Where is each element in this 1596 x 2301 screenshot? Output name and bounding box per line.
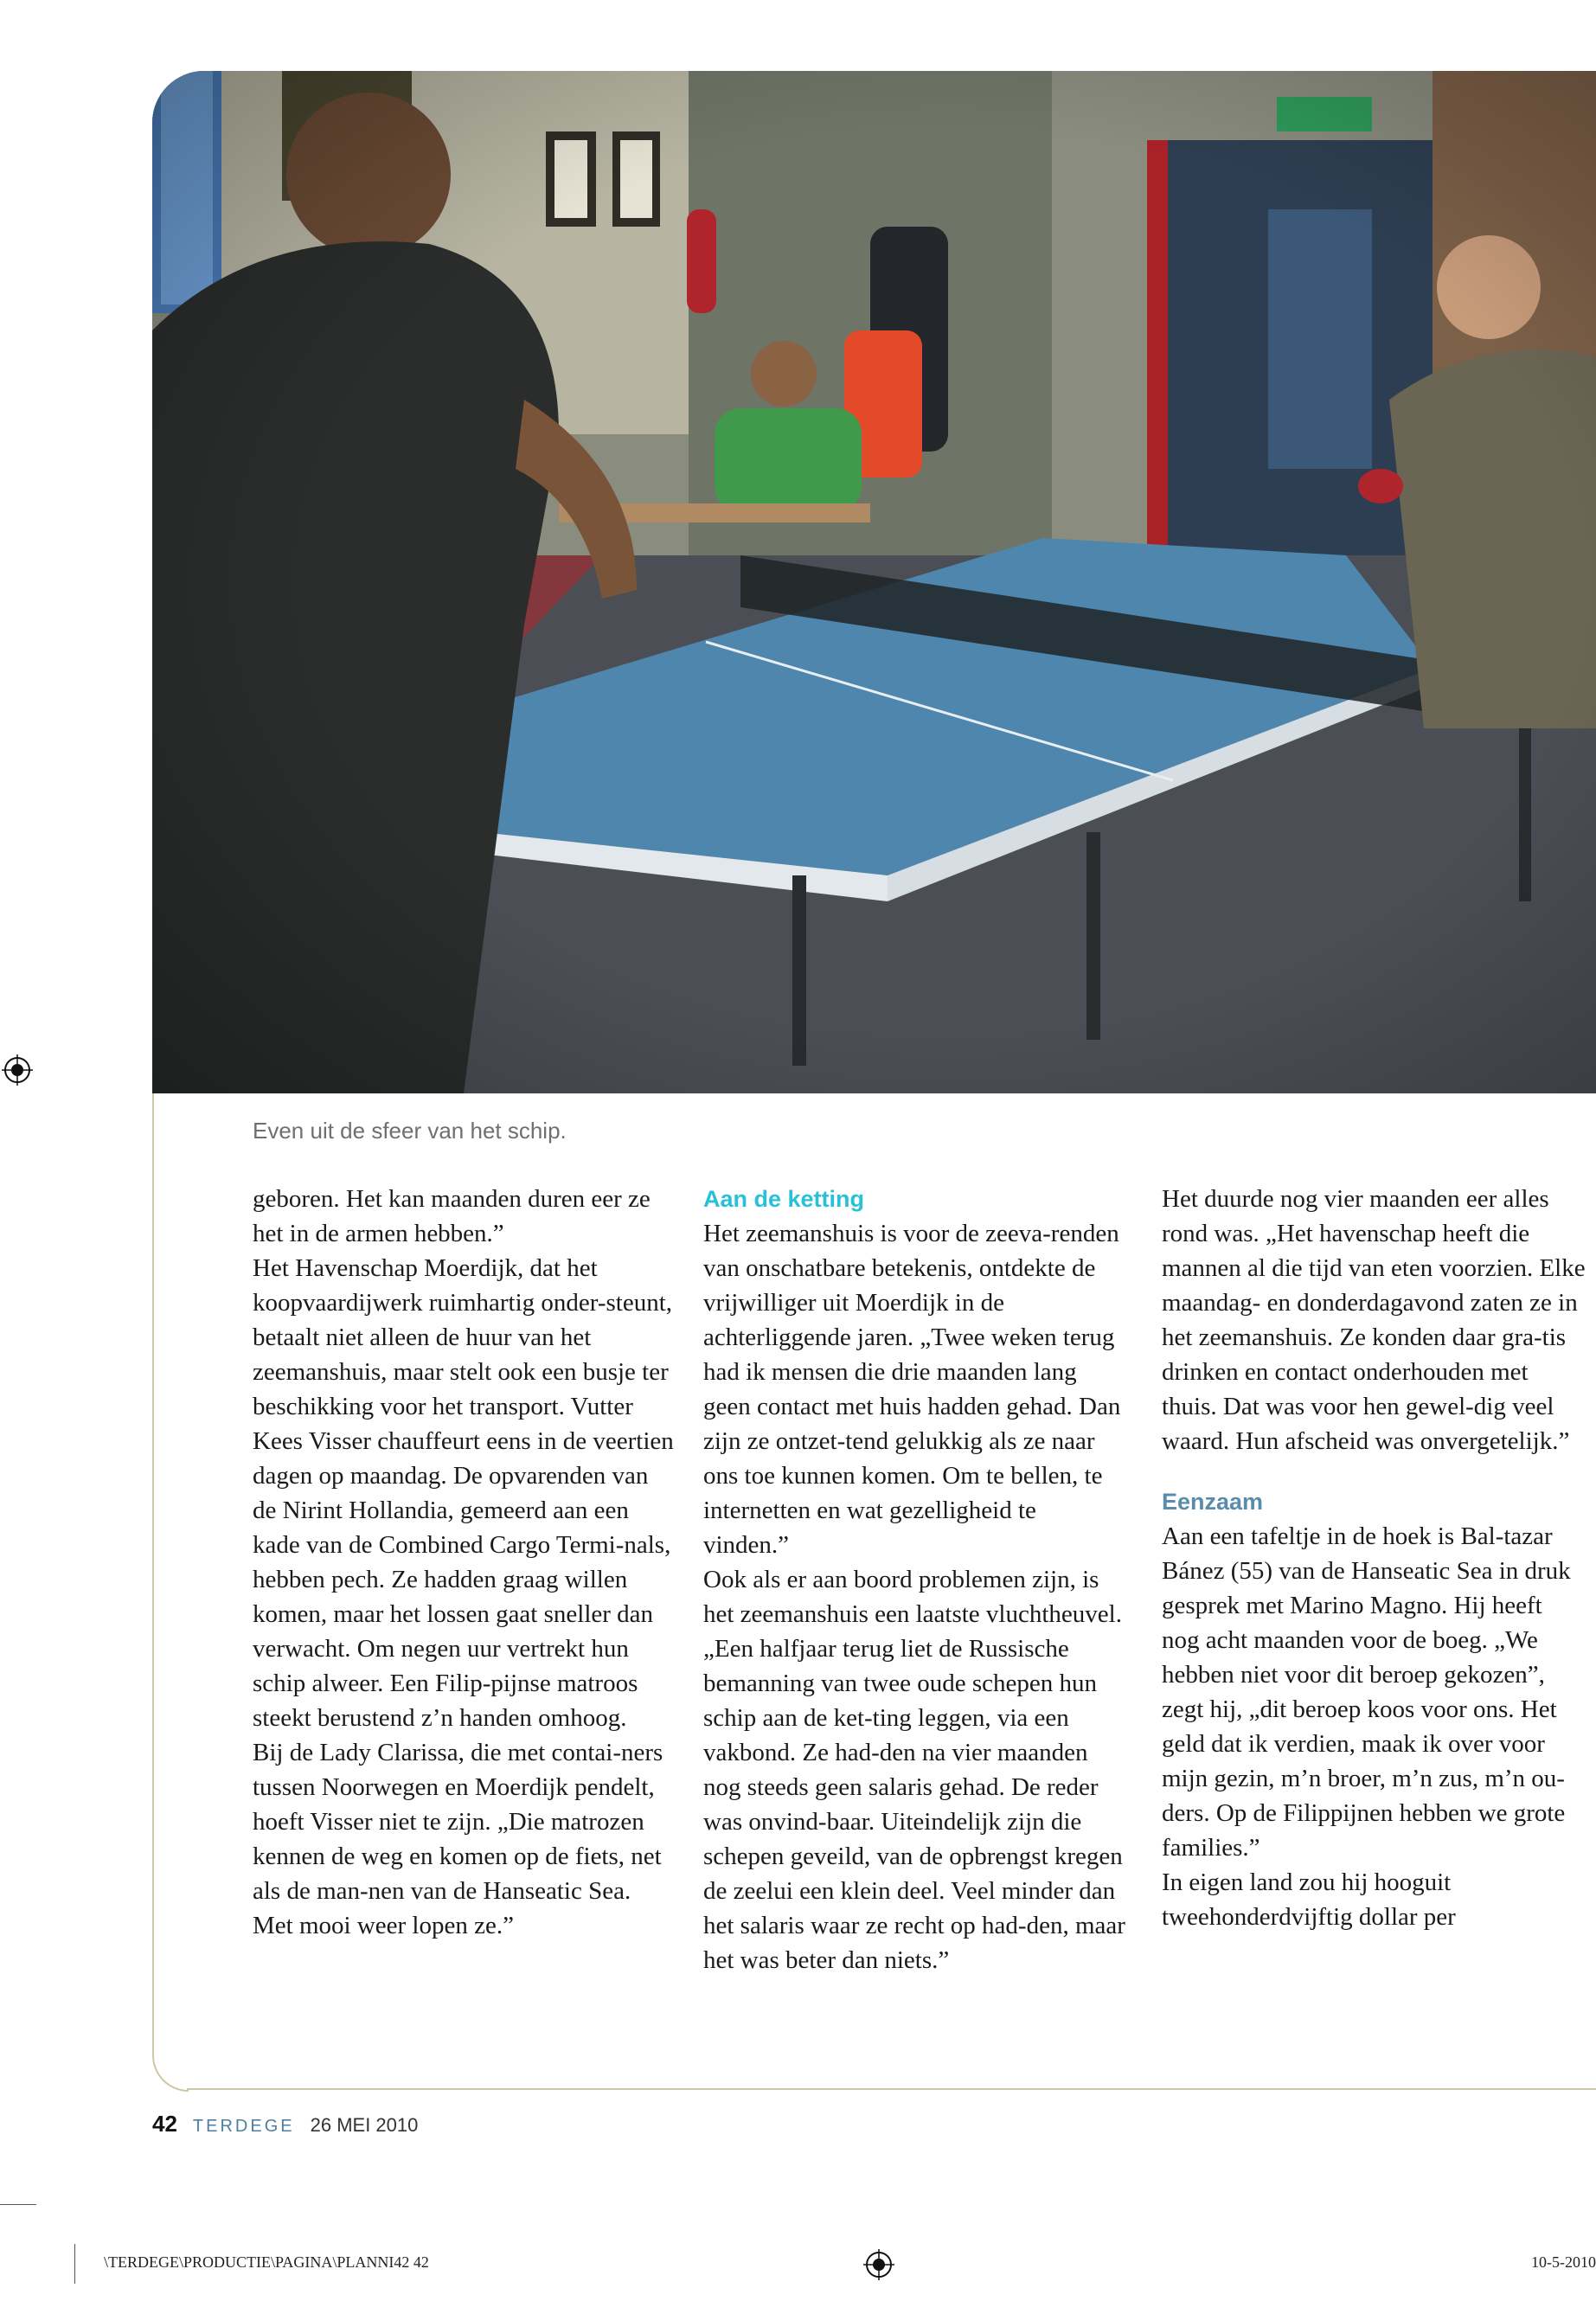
registration-mark-icon: [2, 1054, 33, 1086]
article-column-2: [703, 1182, 1127, 1977]
column3-paragraph-2: In eigen land zou hij hooguit tweehonderdvijftig dollar per: [1162, 1868, 1456, 1931]
frame-bottom-rule: [187, 2088, 1596, 2090]
column1-paragraph-3: Bij de Lady Clarissa, die met contai-ners tussen Noorwegen en Moerdijk pendelt, hoeft Visser niet te zijn. „Die matrozen kennen de weg en komen op de fiets, net als de man-nen van de Hanseatic Sea. Met mooi weer lopen ze.”: [253, 1739, 663, 1939]
column1-paragraph-2: Het Havenschap Moerdijk, dat het koopvaardijwerk ruimhartig onder-steunt, betaalt niet alleen de huur van het zeemanshuis, maar stelt ook een busje ter beschikking voor het transport. Vutter Kees Visser chauffeurt eens in de veertien dagen op maandag. De opvarenden van de Nirint Hollandia, gemeerd aan een kade van de Combined Cargo Termi-nals, hebben pech. Ze hadden graag willen komen, maar het lossen gaat sneller dan verwacht. Om negen uur vertrekt hun schip alweer. Een Filip-pijnse matroos steekt berustend z’n handen omhoog.: [253, 1254, 674, 1732]
subheading-eenzaam: Eenzaam: [1162, 1489, 1264, 1515]
crop-mark-horizontal: [0, 2204, 36, 2205]
column1-paragraph-1: geboren. Het kan maanden duren eer ze het in de armen hebben.”: [253, 1185, 651, 1247]
page-folio: [152, 2111, 418, 2138]
frame-corner-line: [152, 1093, 189, 2092]
ping-pong-scene-image: [152, 71, 1596, 1093]
section-gap: [1162, 1458, 1586, 1484]
registration-mark-icon: [863, 2249, 894, 2280]
column2-paragraph-2: Ook als er aan boord problemen zijn, is het zeemanshuis een laatste vluchtheuvel. „Een halfjaar terug liet de Russische bemanning van twee oude schepen hun schip aan de ket-ting leggen, via een vakbond. Ze had-den na vier maanden nog steeds geen salaris gehad. De reder was onvind-baar. Uiteindelijk zijn die schepen geveild, van de opbrengst kregen de zeelui een klein deel. Veel minder dan het salaris waar ze recht op had-den, maar het was beter dan niets.”: [703, 1566, 1125, 1974]
page-number: 42: [152, 2111, 177, 2137]
column3-paragraph-1: Aan een tafeltje in de hoek is Bal-tazar Bánez (55) van de Hanseatic Sea in druk gesprek met Marino Magno. Hij heeft nog acht maanden voor de boeg. „We hebben niet voor dit beroep gekozen”, zegt hij, „dit beroep koos voor ons. Het geld dat ik verdien, maak ik over voor mijn gezin, m’n broer, m’n zus, m’n ou-ders. Op de Filippijnen hebben we grote families.”: [1162, 1522, 1571, 1862]
column2-paragraph-1: Het zeemanshuis is voor de zeeva-renden van onschatbare betekenis, ontdekte de vrijwilliger uit Moerdijk in de achterliggende jaren. „Twee weken terug had ik mensen die drie maanden lang geen contact met huis hadden gehad. Dan zijn ze ontzet-tend gelukkig als ze naar ons toe kunnen komen. Om te bellen, te internetten en wat gezelligheid te vinden.”: [703, 1220, 1121, 1559]
article-column-3: [1162, 1182, 1586, 1934]
magazine-name: TERDEGE: [192, 2117, 295, 2136]
issue-date: 26 MEI 2010: [310, 2114, 419, 2136]
print-slug-path: \TERDEGE\PRODUCTIE\PAGINA\PLANNI42 42: [104, 2253, 429, 2271]
column3-paragraph-top: Het duurde nog vier maanden eer alles rond was. „Het havenschap heeft die mannen al die tijd van eten voorzien. Elke maandag- en donderdagavond zaten ze in het zeemanshuis. Ze konden daar gra-tis drinken en contact onderhouden met thuis. Dat was voor hen gewel-dig veel waard. Hun afscheid was onvergetelijk.”: [1162, 1185, 1586, 1455]
photo-caption: Even uit de sfeer van het schip.: [253, 1118, 567, 1144]
article-column-1: [253, 1182, 676, 1943]
article-photo: [152, 71, 1596, 1093]
print-slug-date: 10-5-2010: [1531, 2253, 1596, 2271]
crop-mark-vertical: [74, 2244, 75, 2284]
subheading-aan-de-ketting: Aan de ketting: [703, 1186, 865, 1212]
